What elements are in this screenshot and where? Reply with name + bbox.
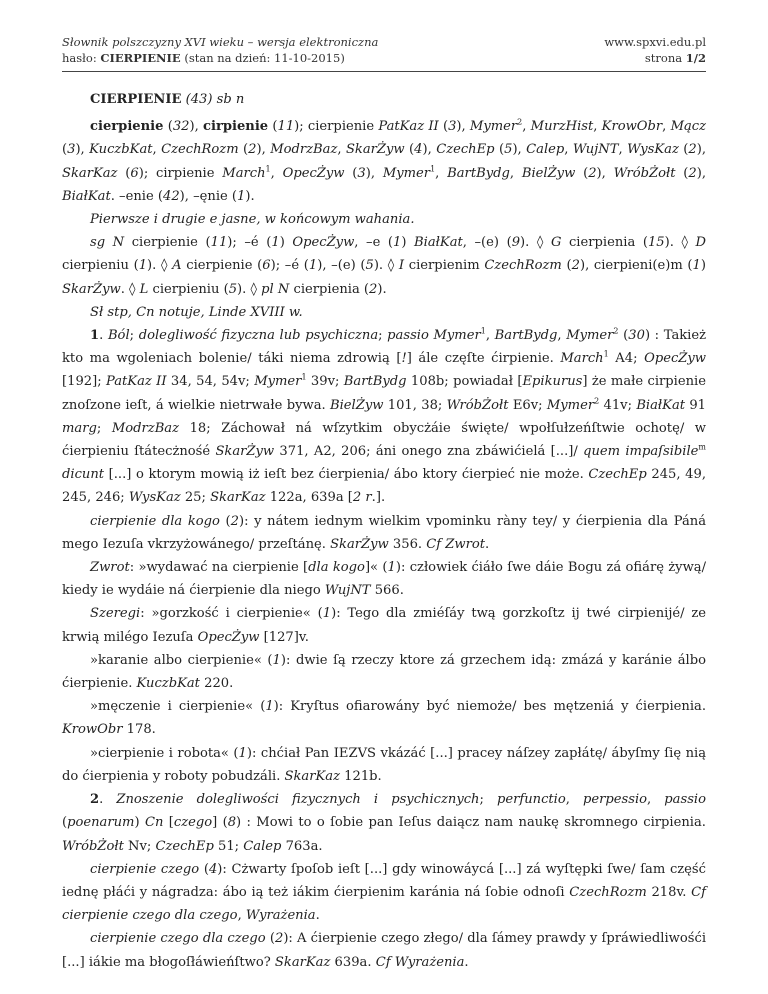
text-run: ( (265, 931, 275, 947)
text-run: : »gorzkość i cierpienie« ( (140, 606, 323, 622)
text-run: Cn (144, 815, 164, 831)
text-run: Szeregi (90, 606, 141, 622)
text-run: ( (404, 142, 415, 158)
text-run: cierpienie czego (90, 861, 200, 877)
text-run: ); –é ( (270, 258, 309, 274)
text-run: [192]; (62, 374, 107, 390)
text-run: CzechRozm (161, 142, 239, 158)
text-run: dicunt (62, 467, 105, 483)
dictionary-title: Słownik polszczyzny XVI wieku – wersja elektroniczna (62, 35, 379, 49)
text-run: cierpieniu ( (148, 281, 229, 297)
text-run: ( (344, 165, 358, 181)
text-run: 1 (138, 258, 148, 274)
text-run: PatKaz II (106, 374, 167, 390)
text-run: BielŻyw (330, 397, 384, 413)
text-run: Calep (526, 142, 565, 158)
text-run: Nv; (123, 838, 156, 854)
text-run: dla kogo (308, 560, 365, 576)
text-run: ; (96, 420, 112, 436)
header-left (62, 34, 378, 66)
text-run: Mymer (469, 119, 518, 135)
collocation-dla-kogo (62, 510, 706, 556)
text-run: ( (438, 119, 449, 135)
text-run: , (564, 142, 573, 158)
text-run: . (371, 490, 376, 506)
collocation-czego (62, 858, 706, 928)
text-run: 2 (688, 165, 697, 181)
text-run: ( (494, 142, 505, 158)
text-run: cierpienie (90, 119, 164, 135)
text-run: WróbŻołt (446, 397, 509, 413)
text-run: SkarŻyw (330, 536, 389, 552)
text-run: 11 (210, 235, 228, 251)
text-run: ModrzBaz (111, 420, 180, 436)
text-run: passio (664, 792, 706, 808)
text-run: cierpieniu ( (62, 258, 139, 274)
text-run: , (647, 792, 665, 808)
text-run: ( (618, 328, 629, 344)
text-run: ), (75, 142, 90, 158)
text-run: Znoszenie dolegliwości fizycznych i psychicznych (116, 792, 480, 808)
text-run: 3 (67, 142, 76, 158)
text-run: , (485, 328, 495, 344)
text-run: 1 (603, 349, 609, 359)
phrase-paragraph (62, 556, 706, 602)
text-run: 2 (369, 281, 378, 297)
text-run: WróbŻołt (62, 838, 124, 854)
text-run: 34, 54, 54v; (166, 374, 255, 390)
text-run: 1 (430, 164, 436, 174)
text-run: ( (675, 165, 689, 181)
inflection-paragraph (62, 231, 706, 301)
text-run: 121b. (340, 768, 382, 784)
entry-heading (90, 88, 706, 111)
text-run: ] ále częſte ćirpienie. (406, 351, 561, 367)
text-run: ) (134, 815, 145, 831)
text-run: 1 (265, 699, 274, 715)
text-run: 32 (172, 119, 190, 135)
text-run: 1 (237, 188, 246, 204)
series-gorzkosc (62, 602, 706, 648)
text-run: WujNT (324, 583, 371, 599)
text-run: ), (256, 142, 271, 158)
pronunciation-paragraph (62, 208, 706, 231)
text-run: 1 (265, 164, 271, 174)
text-run: . (485, 536, 490, 552)
text-run: 2 r (352, 490, 372, 506)
text-run: CzechRozm (569, 884, 647, 900)
text-run: »męczenie i cierpienie« ( (90, 699, 266, 715)
text-run: , (337, 142, 346, 158)
text-run: marg (62, 420, 97, 436)
text-run: cierpienie ( (124, 235, 211, 251)
text-run: 30 (628, 328, 645, 344)
text-run: »cierpienie i robota« ( (90, 745, 239, 761)
text-run: ): A ćierpienie czego złego/ dla ſámey prawdy y ſpráwiedliwośći [...] iákie ma błogoſłáwieńſtwo? (62, 931, 707, 970)
text-run: March (222, 165, 266, 181)
text-run: ). ◊ (520, 235, 551, 251)
text-run: ), (696, 165, 707, 181)
text-run: pl N (261, 281, 290, 297)
text-run: BiałKat (62, 188, 111, 204)
text-run: 51; (213, 838, 244, 854)
references-paragraph (62, 301, 706, 324)
text-run: ), (422, 142, 437, 158)
text-run: Cf Zwrot (426, 536, 485, 552)
text-run: 4 (208, 861, 218, 877)
text-run: ), (512, 142, 527, 158)
text-run: BartBydg (494, 328, 558, 344)
text-run: ): dwie ſą rzeczy ktore zá grzechem idą: zmázá y karánie álbo ćierpienie. (62, 652, 706, 692)
text-run: MurzHist (530, 119, 594, 135)
text-run: poenarum (67, 815, 135, 831)
text-run: D (695, 235, 706, 251)
text-run: 2 (274, 931, 284, 947)
text-run: ; (378, 328, 388, 344)
text-run: ; (129, 328, 139, 344)
text-run: 39v; (306, 374, 344, 390)
text-run: , (557, 328, 567, 344)
text-run: ). ◊ (664, 235, 696, 251)
text-run: Mymer (382, 165, 431, 181)
site-url[interactable]: www.spxvi.edu.pl (604, 35, 706, 49)
text-run: ( (199, 861, 209, 877)
text-run: ). (245, 188, 255, 204)
text-run: ) (700, 258, 706, 274)
text-run: ), (365, 165, 383, 181)
text-run: cirpienie (203, 119, 269, 135)
text-run: 639a. (330, 954, 376, 970)
text-run: ): Kryſtus ofiarowány być niemoże/ bes mętzeniá y ćierpienia. (273, 699, 706, 715)
text-run: : »wydawać na cierpienie [ (129, 560, 309, 576)
text-run: ): Cżwarty ſpoſob ieſt [...] gdy winowáycá [...] zá wyſtępki ſwe/ ſam część iednę płáći y nágradza: ábo ią też iákim ćierpienim karánia ná ſobie odnoſi (62, 861, 706, 900)
header-divider (62, 71, 706, 72)
text-run: KrowObr (62, 722, 123, 738)
text-run: 1 (90, 328, 100, 344)
text-run: czego (173, 815, 213, 831)
text-run: ); cierpienie (294, 119, 379, 135)
text-run: ) (401, 235, 415, 251)
text-run: A4; (608, 351, 645, 367)
text-run: perfunctio (496, 792, 566, 808)
text-run: , (509, 165, 522, 181)
entry-status-line: hasło: CIERPIENIE (stan na dzień: 11-10-2015) (62, 51, 345, 65)
text-run: BartBydg (343, 374, 407, 390)
text-run: ( (117, 165, 131, 181)
collocation-czego-dla-czego (62, 927, 706, 973)
text-run: 1 (308, 258, 318, 274)
text-run: 3 (448, 119, 457, 135)
text-run: 15 (647, 235, 665, 251)
text-run: , (435, 165, 448, 181)
text-run: . (99, 792, 117, 808)
text-run: ), (696, 142, 706, 158)
text-run: CzechRozm (484, 258, 562, 274)
series-meczenie (62, 695, 706, 741)
text-run: 371, A2, 206; áni onego zna zbáwićielá [...]/ (274, 444, 584, 460)
text-run: dolegliwość fizyczna lub psychiczna (138, 328, 379, 344)
text-run: , (152, 142, 162, 158)
occurrence-count: (43) (185, 92, 213, 107)
text-run: . (315, 908, 320, 924)
text-run: ): Tego dla zmiéſáy twą gorzkoſtz ij twé cirpienijé/ ze krwią milégo Iezuſa (62, 606, 707, 645)
text-run: CzechEp (436, 142, 495, 158)
text-run: . (464, 954, 469, 970)
text-run: ( (62, 142, 68, 158)
text-run: BielŻyw (521, 165, 576, 181)
text-run: 2 (248, 142, 257, 158)
text-run: OpecŻyw (197, 629, 260, 645)
text-run: 178. (122, 722, 156, 738)
text-run: 566. (370, 583, 404, 599)
text-run: cierpienie czego dla czego (90, 931, 266, 947)
text-run: 1 (272, 652, 281, 668)
text-run: , –(e) ( (462, 235, 512, 251)
text-run: , –e ( (354, 235, 394, 251)
text-run: ). ◊ (147, 258, 173, 274)
text-run: ( (268, 119, 278, 135)
text-run: [...] o ktorym mowią iż ieſt bez ćierpienia/ ábo ktory ćierpieć nie może. (104, 467, 589, 483)
text-run: . –enie ( (110, 188, 163, 204)
text-run: WysKaz (627, 142, 679, 158)
text-run: ) (279, 235, 293, 251)
text-run: 6 (262, 258, 271, 274)
forms-paragraph (62, 115, 706, 208)
text-run: WróbŻołt (613, 165, 676, 181)
text-run: OpecŻyw (644, 351, 706, 367)
text-run: Sł stp, Cn notuje, Linde XVIII w. (90, 304, 303, 320)
text-run: , (662, 119, 671, 135)
text-run: sg N (90, 235, 125, 251)
text-run: SkarKaz (210, 490, 266, 506)
text-run: 101, 38; (383, 397, 447, 413)
text-run: 122a, 639a [ (265, 490, 353, 506)
text-run: , (593, 119, 602, 135)
text-run: 9 (511, 235, 521, 251)
text-run: KuczbKat (136, 676, 200, 692)
text-run: ! (401, 351, 407, 367)
sense-1-paragraph (62, 324, 706, 510)
text-run: 2 (613, 326, 619, 336)
text-run: 1 (301, 373, 307, 383)
text-run: 5 (228, 281, 238, 297)
text-run: ). ◊ (373, 258, 399, 274)
text-run: 1 (692, 258, 701, 274)
text-run: [ (163, 815, 174, 831)
text-run: ), (596, 165, 614, 181)
text-run: Mącz (670, 119, 707, 135)
text-run: Zwrot (90, 560, 130, 576)
text-run: 763a. (281, 838, 323, 854)
text-run: ( (62, 815, 68, 831)
text-run: WysKaz (128, 490, 181, 506)
text-run: ). ◊ (237, 281, 262, 297)
text-run: 1 (480, 326, 486, 336)
sense-2-paragraph (62, 788, 706, 858)
text-run: 2 (90, 792, 100, 808)
series-robota (62, 742, 706, 788)
text-run: March (560, 351, 604, 367)
text-run: E6v; (508, 397, 547, 413)
page-indicator: strona 1/2 (644, 51, 706, 65)
text-run: OpecŻyw (282, 165, 345, 181)
entry-body (62, 88, 706, 974)
text-run: BiałKat (636, 397, 686, 413)
header-right (604, 34, 706, 66)
text-run: SkarŻyw (62, 281, 121, 297)
text-run: Cf cierpienie czego dla czego (62, 884, 706, 924)
text-run: ), (189, 119, 203, 135)
text-run: Ból (107, 328, 130, 344)
text-run: G (550, 235, 562, 251)
text-run: ) : Takież kto ma wgoleniach bolenie/ táki niema zdrowią [ (62, 328, 707, 367)
entry-word: CIERPIENIE (100, 51, 181, 65)
text-run: Pierwsze i drugie e jasne, w końcowym wahania. (90, 212, 415, 228)
text-run: SkarŻyw (215, 444, 275, 460)
text-run: 2 (688, 142, 697, 158)
text-run: KrowObr (601, 119, 663, 135)
series-karanie (62, 649, 706, 695)
text-run: ]. (375, 490, 386, 506)
text-run: L (139, 281, 149, 297)
text-run: [127]v. (259, 629, 309, 645)
text-run: 91 (685, 397, 707, 413)
text-run: 41v; (599, 397, 637, 413)
text-run: 6 (130, 165, 139, 181)
text-run: ): chćiał Pan IEZVS vkázáć [...] pracey náſzey zapłátę/ ábyſmy ſię nią do ćierpienia y roboty pobudzáli. (62, 745, 707, 784)
text-run: ), (456, 119, 470, 135)
text-run: 25; (180, 490, 211, 506)
text-run: 5 (365, 258, 374, 274)
text-run: 356. (388, 536, 427, 552)
text-run: 1 (387, 560, 396, 576)
text-run: KuczbKat (89, 142, 153, 158)
text-run: BiałKat (414, 235, 463, 251)
text-run: ( (163, 119, 173, 135)
text-run: cierpienia ( (561, 235, 648, 251)
text-run: 2 (517, 117, 523, 127)
text-run: 220. (199, 676, 234, 692)
text-run: 2 (588, 165, 597, 181)
text-run: Mymer (566, 328, 614, 344)
text-run: , (237, 908, 246, 924)
text-run: , (565, 792, 584, 808)
text-run: SkarŻyw (345, 142, 405, 158)
text-run: PatKaz II (378, 119, 439, 135)
page-number: 1/2 (685, 51, 706, 65)
text-run: cierpienia ( (289, 281, 370, 297)
text-run: SkarKaz (62, 165, 118, 181)
text-run: Mymer (254, 374, 302, 390)
text-run: 2 (571, 258, 580, 274)
text-run: WujNT (572, 142, 619, 158)
text-run: 1 (393, 235, 402, 251)
text-run: ; (479, 792, 497, 808)
text-run: 1 (322, 606, 332, 622)
text-run: Cf Wyrażenia (375, 954, 465, 970)
text-run: ] ( (212, 815, 228, 831)
text-run: passio Mymer (387, 328, 481, 344)
text-run: , (618, 142, 628, 158)
text-run: ( (561, 258, 572, 274)
text-run: Calep (243, 838, 282, 854)
text-run: ), cierpieni(e)m ( (579, 258, 693, 274)
text-run: 18; Záchował ná wſzytkim obycżáie święte/ wpołſułzeńſtwie ochotę/ w ćierpieniu ſtátecżnośé (62, 420, 706, 460)
text-run: Epikurus (522, 374, 583, 390)
text-run: CzechEp (588, 467, 647, 483)
text-run: BartBydg (447, 165, 510, 181)
text-run: 5 (504, 142, 513, 158)
text-run: 218v. (646, 884, 692, 900)
text-run: cierpienim (404, 258, 485, 274)
text-run: SkarKaz (274, 954, 331, 970)
part-of-speech: sb n (216, 92, 245, 107)
text-run: 245, 49, 245, 246; (62, 467, 706, 506)
text-run: ( (575, 165, 589, 181)
text-run: ]« ( (364, 560, 388, 576)
text-run: ) : Mowi to o ſobie pan Ieſus daiącz nam naukę skromnego cirpienia. (236, 815, 706, 831)
text-run: SkarKaz (284, 768, 340, 784)
text-run: Wyrażenia (245, 908, 316, 924)
text-run: 42 (162, 188, 180, 204)
text-run: 11 (277, 119, 295, 135)
text-run: 1 (238, 745, 247, 761)
text-run: ] że małe cirpienie znoſzone ieſt, á wielkie nietrwałe bywa. (62, 374, 706, 413)
headword: CIERPIENIE (90, 92, 182, 107)
text-run: I (398, 258, 405, 274)
text-run: quem impaſsibile (583, 444, 699, 460)
text-run: 108b; powiadał [ (406, 374, 523, 390)
text-run: perpessio (583, 792, 648, 808)
text-run: cierpienie dla kogo (90, 513, 220, 529)
text-run: ): człowiek ćiáło ſwe dáie Bogu zá ofiárę żywą/ kiedy ie wydáie ná ćierpienie dla niego (62, 560, 706, 599)
text-run: , (522, 119, 531, 135)
text-run: OpecŻyw (292, 235, 355, 251)
text-run: »karanie albo cierpienie« ( (90, 652, 273, 668)
text-run: m (698, 442, 706, 452)
text-run: cierpienie ( (181, 258, 263, 274)
text-run: A (172, 258, 182, 274)
text-run: . ◊ (120, 281, 140, 297)
text-run: 4 (414, 142, 423, 158)
text-run: ( (238, 142, 249, 158)
text-run: 2 (594, 396, 600, 406)
text-run: Mymer (546, 397, 595, 413)
text-run: , (270, 165, 283, 181)
text-run: ): y nátem iednym wielkim vpominku ràny tey/ y ćierpienia dla Páná mego Iezuſa vkrzyżowánego/ przeſtánę. (62, 513, 706, 552)
text-run: CzechEp (155, 838, 214, 854)
text-run: ); cirpienie (138, 165, 223, 181)
text-run: ). (377, 281, 387, 297)
text-run: 2 (230, 513, 240, 529)
text-run: ), –ęnie ( (179, 188, 238, 204)
text-run: ( (678, 142, 689, 158)
text-run: ModrzBaz (270, 142, 338, 158)
text-run: ( (219, 513, 231, 529)
text-run: . (99, 328, 108, 344)
text-run: 8 (227, 815, 237, 831)
text-run: ); –é ( (227, 235, 272, 251)
text-run: ), –(e) ( (317, 258, 366, 274)
text-run: 1 (271, 235, 280, 251)
text-run: 3 (357, 165, 366, 181)
